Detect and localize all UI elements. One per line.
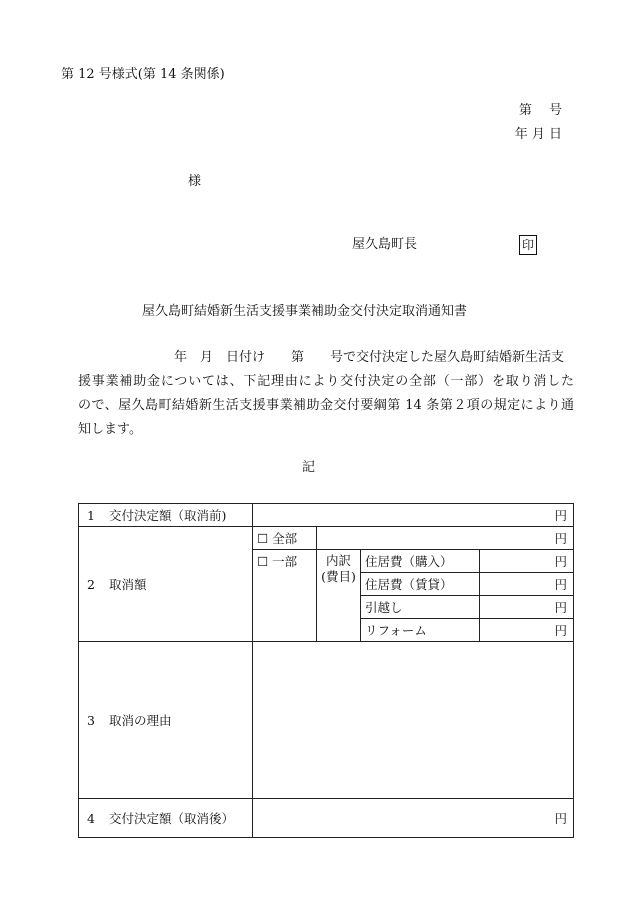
row-amount-before	[79, 504, 574, 527]
cancel-amount-label: 2 取消額	[79, 527, 253, 642]
amount-after-label: 4 交付決定額（取消後）	[79, 799, 253, 838]
body-line-1: 年 月 日付け 第 号で交付決定した屋久島町結婚新生活支	[174, 350, 565, 365]
item-value[interactable]: 円	[480, 573, 574, 596]
reason-label: 3 取消の理由	[79, 642, 253, 799]
reason-field[interactable]	[253, 642, 574, 799]
amount-before-label: 1 交付決定額（取消前)	[79, 504, 253, 527]
item-value[interactable]: 円	[480, 550, 574, 573]
body-line-3: ので、屋久島町結婚新生活支援事業補助金交付要綱第 14 条第２項の規定により通	[78, 398, 574, 413]
document-title: 屋久島町結婚新生活支援事業補助金交付決定取消通知書	[142, 304, 468, 319]
cancellation-table	[78, 503, 574, 838]
cancel-partial-checkbox[interactable]: ☐ 一部	[253, 550, 317, 642]
cancel-all-value[interactable]: 円	[317, 527, 574, 550]
item-label: 住居費（購入）	[361, 550, 480, 573]
item-label: 引越し	[361, 596, 480, 619]
body-line-2: 援事業補助金については、下記理由により交付決定の全部（一部）を取り消した	[78, 374, 574, 389]
seal-box: 印	[519, 235, 537, 255]
addressee-honorific: 様	[188, 174, 202, 189]
cancel-all-checkbox[interactable]: ☐ 全部	[253, 527, 317, 550]
item-value[interactable]: 円	[480, 619, 574, 642]
item-label: 住居費（賃貸）	[361, 573, 480, 596]
amount-after-value[interactable]: 円	[253, 799, 574, 838]
breakdown-label: 内訳 (費目)	[317, 550, 361, 642]
issue-date: 年 月 日	[514, 127, 562, 142]
row-cancel-all	[79, 527, 574, 550]
item-value[interactable]: 円	[480, 596, 574, 619]
notice-body	[78, 346, 574, 442]
row-amount-after	[79, 799, 574, 838]
item-label: リフォーム	[361, 619, 480, 642]
issuer-name: 屋久島町長	[352, 237, 418, 252]
document-number: 第 号	[518, 103, 562, 118]
row-reason	[79, 642, 574, 799]
amount-before-value[interactable]: 円	[253, 504, 574, 527]
ki-heading: 記	[302, 460, 316, 475]
body-line-4: 知します。	[78, 422, 142, 437]
form-number: 第 12 号様式(第 14 条関係)	[61, 67, 225, 82]
